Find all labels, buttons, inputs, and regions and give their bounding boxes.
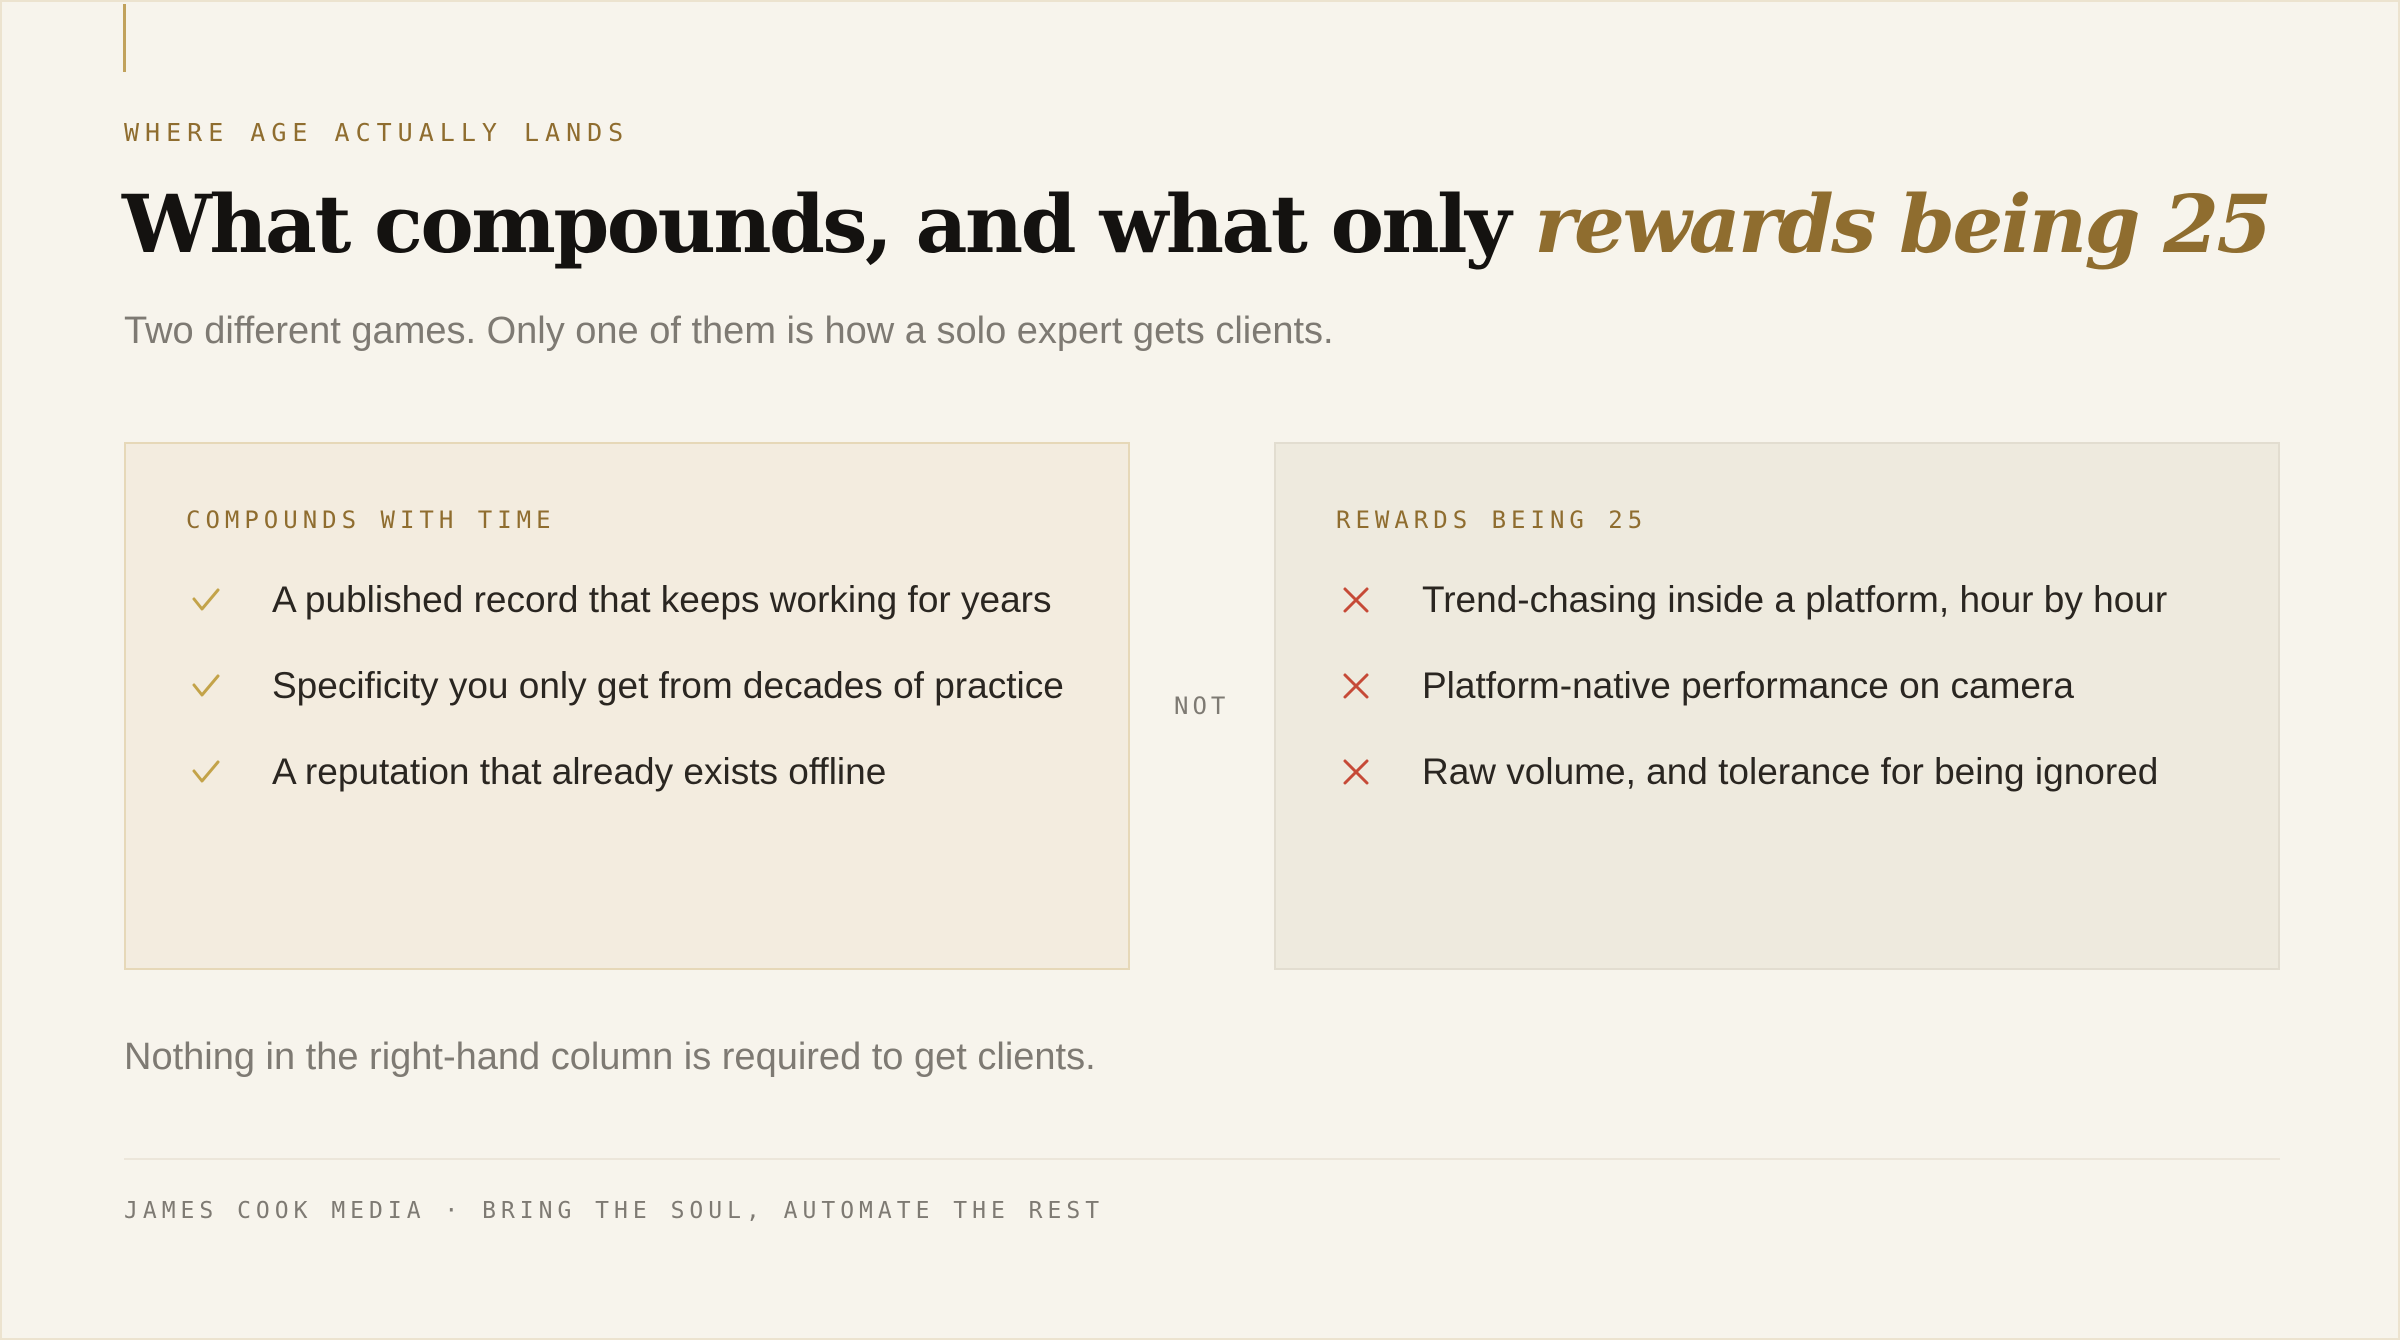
list-item-text: Trend-chasing inside a platform, hour by hour <box>1422 579 2168 620</box>
headline-accent: rewards being 25 <box>1534 177 2270 271</box>
footer-divider <box>124 1158 2280 1160</box>
cross-icon <box>1336 572 1376 628</box>
list-item <box>1336 744 2238 800</box>
accent-rule <box>123 4 126 72</box>
list-item-text: A published record that keeps working for years <box>272 579 1052 620</box>
list-item-text: Raw volume, and tolerance for being ignored <box>1422 751 2159 792</box>
subtitle: Two different games. Only one of them is how a solo expert gets clients. <box>124 310 1334 352</box>
page-title <box>122 177 2270 271</box>
compounds-panel <box>124 442 1130 970</box>
list-item <box>186 744 1088 800</box>
headline-main: What compounds, and what only <box>122 177 1535 271</box>
list-item-text: Specificity you only get from decades of practice <box>272 665 1064 706</box>
rewards-panel <box>1274 442 2280 970</box>
not-divider-label: NOT <box>1174 692 1230 720</box>
rewards-list <box>1336 572 2238 830</box>
list-item <box>186 658 1088 714</box>
check-icon <box>186 744 226 800</box>
footer-brand: JAMES COOK MEDIA · BRING THE SOUL, AUTOMATE THE REST <box>124 1198 1105 1224</box>
conclusion-text: Nothing in the right-hand column is required to get clients. <box>124 1036 1096 1078</box>
list-item <box>186 572 1088 628</box>
compounds-list <box>186 572 1088 830</box>
cross-icon <box>1336 744 1376 800</box>
eyebrow-label: WHERE AGE ACTUALLY LANDS <box>124 118 630 147</box>
list-item-text: A reputation that already exists offline <box>272 751 887 792</box>
check-icon <box>186 658 226 714</box>
list-item <box>1336 658 2238 714</box>
list-item-text: Platform-native performance on camera <box>1422 665 2074 706</box>
cross-icon <box>1336 658 1376 714</box>
rewards-panel-label: REWARDS BEING 25 <box>1336 506 1648 534</box>
check-icon <box>186 572 226 628</box>
list-item <box>1336 572 2238 628</box>
compounds-panel-label: COMPOUNDS WITH TIME <box>186 506 556 534</box>
